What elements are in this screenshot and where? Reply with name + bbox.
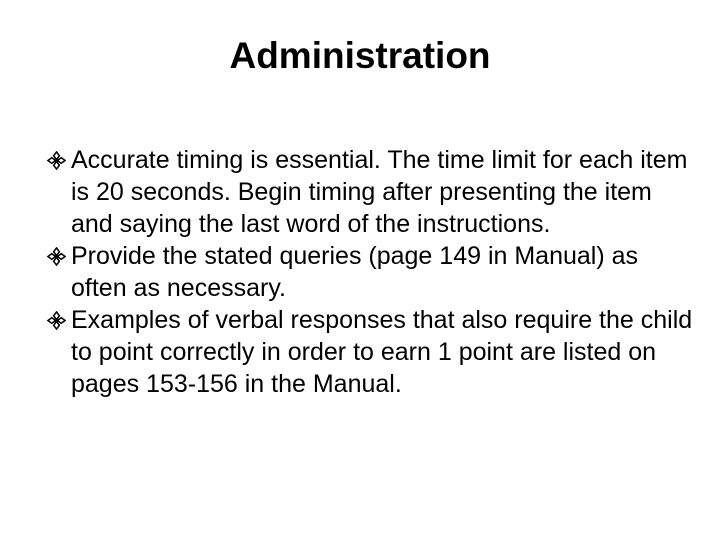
bullet-text: Accurate timing is essential. The time limit for each item is 20 seconds. Begin timing after presenting the item and saying the last word of the instructions. (71, 146, 688, 238)
bullet-item (47, 304, 697, 400)
four-petal-diamond-icon (47, 311, 66, 330)
four-petal-diamond-icon (47, 247, 66, 266)
bullet-text: Examples of verbal responses that also require the child to point correctly in order to earn 1 point are listed on pages 153-156 in the Manual. (71, 306, 693, 398)
bullet-list (47, 144, 697, 400)
bullet-text: Provide the stated queries (page 149 in Manual) as often as necessary. (71, 242, 639, 302)
bullet-item (47, 144, 697, 240)
slide-title: Administration (229, 35, 491, 76)
bullet-item (47, 240, 697, 304)
four-petal-diamond-icon (47, 151, 66, 170)
